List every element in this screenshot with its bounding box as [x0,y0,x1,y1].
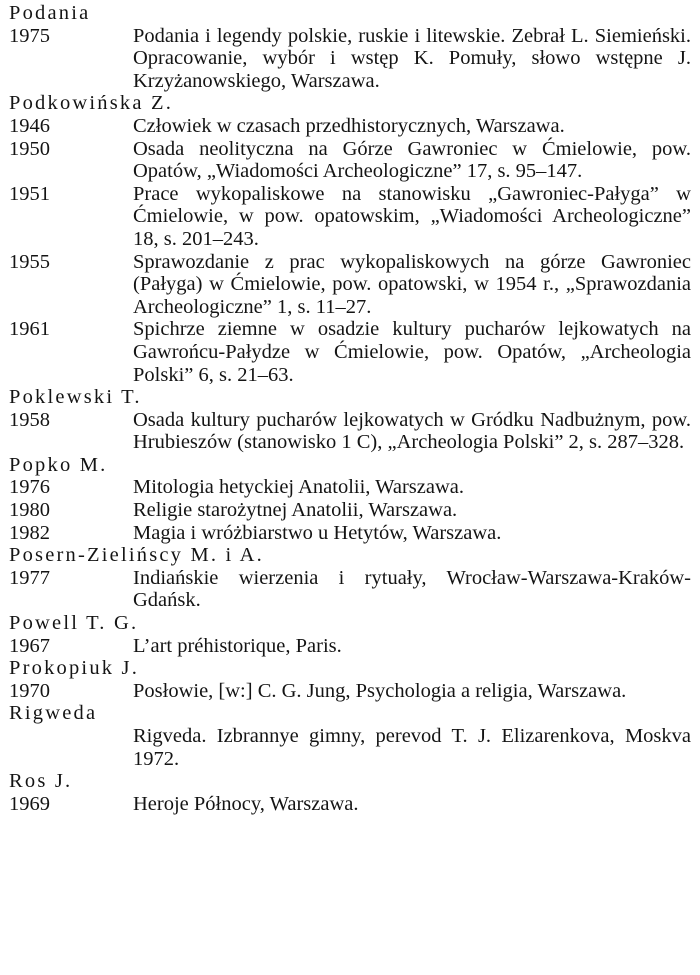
reference-item [9,138,691,183]
bibliography-entry [9,2,691,92]
reference-year: 1955 [9,250,50,273]
reference-item [9,635,691,658]
reference-year: 1970 [9,679,50,702]
author-heading: Posern-Zielińscy M. i A. [9,544,264,567]
reference-item [9,725,691,770]
reference-description: Religie starożytnej Anatolii, Warszawa. [133,499,458,522]
reference-year: 1969 [9,792,50,815]
reference-year: 1977 [9,566,50,589]
reference-item [9,251,691,319]
reference-item [9,522,691,545]
reference-item [9,680,691,703]
reference-year: 1951 [9,182,50,205]
reference-description: L’art préhistorique, Paris. [133,634,342,657]
author-heading: Prokopiuk J. [9,657,140,680]
reference-item [9,318,691,386]
bibliography-list [9,2,691,815]
bibliography-entry [9,92,691,386]
reference-description: Osada neolityczna na Górze Gawroniec w Ćmielowie, pow. Opatów, „Wiadomości Archeologiczne” 17, s. 95–147. [133,137,691,183]
reference-description: Rigveda. Izbrannye gimny, perevod T. J. Elizarenkova, Moskva 1972. [133,725,691,770]
bibliography-entry [9,544,691,612]
reference-description: Spichrze ziemne w osadzie kultury pucharów lejkowatych na Gawrońcu-Pałydze w Ćmielowie, pow. Opatów, „Archeologia Polski” 6, s. 21–63. [133,318,691,386]
author-heading: Rigweda [9,702,98,725]
reference-description: Człowiek w czasach przedhistorycznych, Warszawa. [133,114,565,137]
bibliography-entry [9,770,691,815]
reference-description: Osada kultury pucharów lejkowatych w Gródku Nadbużnym, pow. Hrubieszów (stanowisko 1 C), „Archeologia Polski” 2, s. 287–328. [133,408,691,454]
reference-item [9,499,691,522]
reference-item [9,793,691,816]
reference-description: Heroje Północy, Warszawa. [133,792,359,815]
author-heading: Powell T. G. [9,612,139,635]
bibliography-entry [9,702,691,770]
reference-year: 1961 [9,318,50,341]
bibliography-entry [9,386,691,454]
reference-description: Podania i legendy polskie, ruskie i litewskie. Zebrał L. Siemieński. Opracowanie, wybór i wstęp K. Pomuły, słowo wstępne J. Krzyżanowskiego, Warszawa. [133,24,691,92]
author-heading: Ros J. [9,770,73,793]
reference-year: 1982 [9,521,50,544]
reference-item [9,567,691,612]
reference-year: 1975 [9,24,50,47]
bibliography-entry [9,657,691,702]
reference-year: 1950 [9,137,50,160]
reference-item [9,25,691,93]
reference-year: 1976 [9,476,50,499]
author-heading: Podania [9,2,91,24]
author-heading: Poklewski T. [9,386,142,409]
reference-item [9,476,691,499]
reference-description: Prace wykopaliskowe na stanowisku „Gawroniec-Pałyga” w Ćmielowie, w pow. opatowskim, „Wiadomości Archeologiczne” 18, s. 201–243. [133,182,691,250]
author-heading: Podkowińska Z. [9,92,174,115]
reference-description: Indiańskie wierzenia i rytuały, Wrocław-Warszawa-Kraków-Gdańsk. [133,566,691,612]
reference-year: 1946 [9,114,50,137]
reference-item [9,115,691,138]
bibliography-entry [9,612,691,657]
reference-description: Mitologia hetyckiej Anatolii, Warszawa. [133,476,465,499]
reference-description: Sprawozdanie z prac wykopaliskowych na górze Gawroniec (Pałyga) w Ćmielowie, pow. opatowski, w 1954 r., „Sprawozdania Archeologiczne” 1, s. 11–27. [133,250,691,318]
reference-year: 1980 [9,499,50,522]
author-heading: Popko M. [9,453,108,476]
reference-description: Magia i wróżbiarstwo u Hetytów, Warszawa. [133,521,502,544]
reference-year: 1967 [9,634,50,657]
reference-item [9,409,691,454]
bibliography-entry [9,454,691,544]
reference-item [9,183,691,251]
reference-description: Posłowie, [w:] C. G. Jung, Psychologia a religia, Warszawa. [133,679,627,702]
reference-year: 1958 [9,408,50,431]
